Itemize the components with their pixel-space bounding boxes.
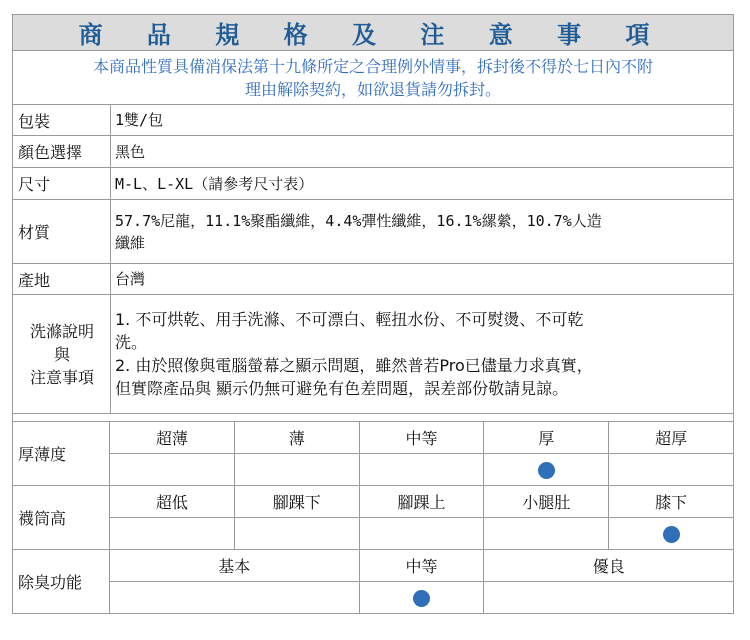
scale-marker-cell [484, 582, 734, 614]
spec-row-origin [13, 264, 734, 295]
spec-row-color [13, 136, 734, 168]
spec-value: M-L、L-XL（請參考尺寸表） [111, 168, 734, 200]
scale-marker-cell [110, 454, 235, 486]
material-line: 57.7%尼龍，11.1%聚酯纖維，4.4%彈性纖維，16.1%縲縈，10.7%人造 [115, 211, 602, 230]
care-label-line: 與 [53, 344, 70, 364]
scale-option: 腳踝上 [359, 486, 484, 518]
care-line: 1. 不可烘乾、用手洗滌、不可漂白、輕扭水份、不可熨燙、不可乾 [115, 310, 584, 329]
scale-marker-cell [609, 454, 734, 486]
scale-label: 除臭功能 [13, 550, 110, 614]
scale-label: 襪筒高 [13, 486, 110, 550]
spec-row-material [13, 200, 734, 264]
spec-label [13, 295, 111, 414]
spec-value: 1雙/包 [111, 105, 734, 136]
spec-row-care [13, 295, 734, 414]
spec-sheet [12, 14, 734, 614]
page-title: 商 品 規 格 及 注 意 事 項 [12, 14, 734, 50]
notice-line: 本商品性質具備消保法第十九條所定之合理例外情事，拆封後不得於七日內不附 [92, 57, 653, 76]
scale-option: 基本 [110, 550, 360, 582]
return-notice [12, 50, 734, 104]
scale-marker-row [13, 454, 734, 486]
scale-marker-cell [484, 518, 609, 550]
scale-option: 膝下 [609, 486, 734, 518]
material-line: 纖維 [115, 233, 146, 252]
care-label-line: 注意事項 [29, 367, 94, 387]
scale-option: 小腿肚 [484, 486, 609, 518]
care-line: 但實際產品與 顯示仍無可避免有色差問題，誤差部份敬請見諒。 [115, 379, 569, 398]
scale-option: 優良 [484, 550, 734, 582]
care-instructions [111, 295, 734, 414]
scale-option: 中等 [359, 422, 484, 454]
scale-marker-cell [234, 454, 359, 486]
spec-row-packaging [13, 105, 734, 136]
spec-row-size [13, 168, 734, 200]
scale-marker-cell [110, 518, 235, 550]
scale-marker-row [13, 582, 734, 614]
scale-row-sock-height [13, 486, 734, 518]
spec-label: 產地 [13, 264, 111, 295]
spec-label: 顏色選擇 [13, 136, 111, 168]
spec-value: 黑色 [111, 136, 734, 168]
scale-marker-cell [110, 582, 360, 614]
spec-value [111, 200, 734, 264]
spec-label: 材質 [13, 200, 111, 264]
notice-line: 理由解除契約，如欲退貨請勿拆封。 [244, 80, 501, 99]
scale-row-thickness [13, 422, 734, 454]
scale-option: 超薄 [110, 422, 235, 454]
scale-marker-row [13, 518, 734, 550]
care-label-line: 洗滌說明 [29, 321, 94, 341]
scale-label: 厚薄度 [13, 422, 110, 486]
scale-marker-cell [609, 518, 734, 550]
care-line: 洗。 [115, 333, 148, 352]
spec-label: 包裝 [13, 105, 111, 136]
scale-option: 超厚 [609, 422, 734, 454]
selected-dot-icon [538, 462, 555, 479]
scale-option: 超低 [110, 486, 235, 518]
scale-marker-cell [484, 454, 609, 486]
scale-option: 中等 [359, 550, 484, 582]
scale-row-deodorant [13, 550, 734, 582]
scale-marker-cell [234, 518, 359, 550]
scale-marker-cell [359, 454, 484, 486]
scale-option: 厚 [484, 422, 609, 454]
scale-option: 薄 [234, 422, 359, 454]
care-line: 2. 由於照像與電腦螢幕之顯示問題，雖然普若Pro已儘量力求真實， [115, 356, 593, 375]
scale-marker-cell [359, 518, 484, 550]
spec-table [12, 104, 734, 414]
selected-dot-icon [663, 526, 680, 543]
feature-scale-table [12, 421, 734, 614]
scale-marker-cell [359, 582, 484, 614]
spec-value: 台灣 [111, 264, 734, 295]
selected-dot-icon [413, 590, 430, 607]
section-gap [12, 414, 734, 421]
spec-label: 尺寸 [13, 168, 111, 200]
scale-option: 腳踝下 [234, 486, 359, 518]
